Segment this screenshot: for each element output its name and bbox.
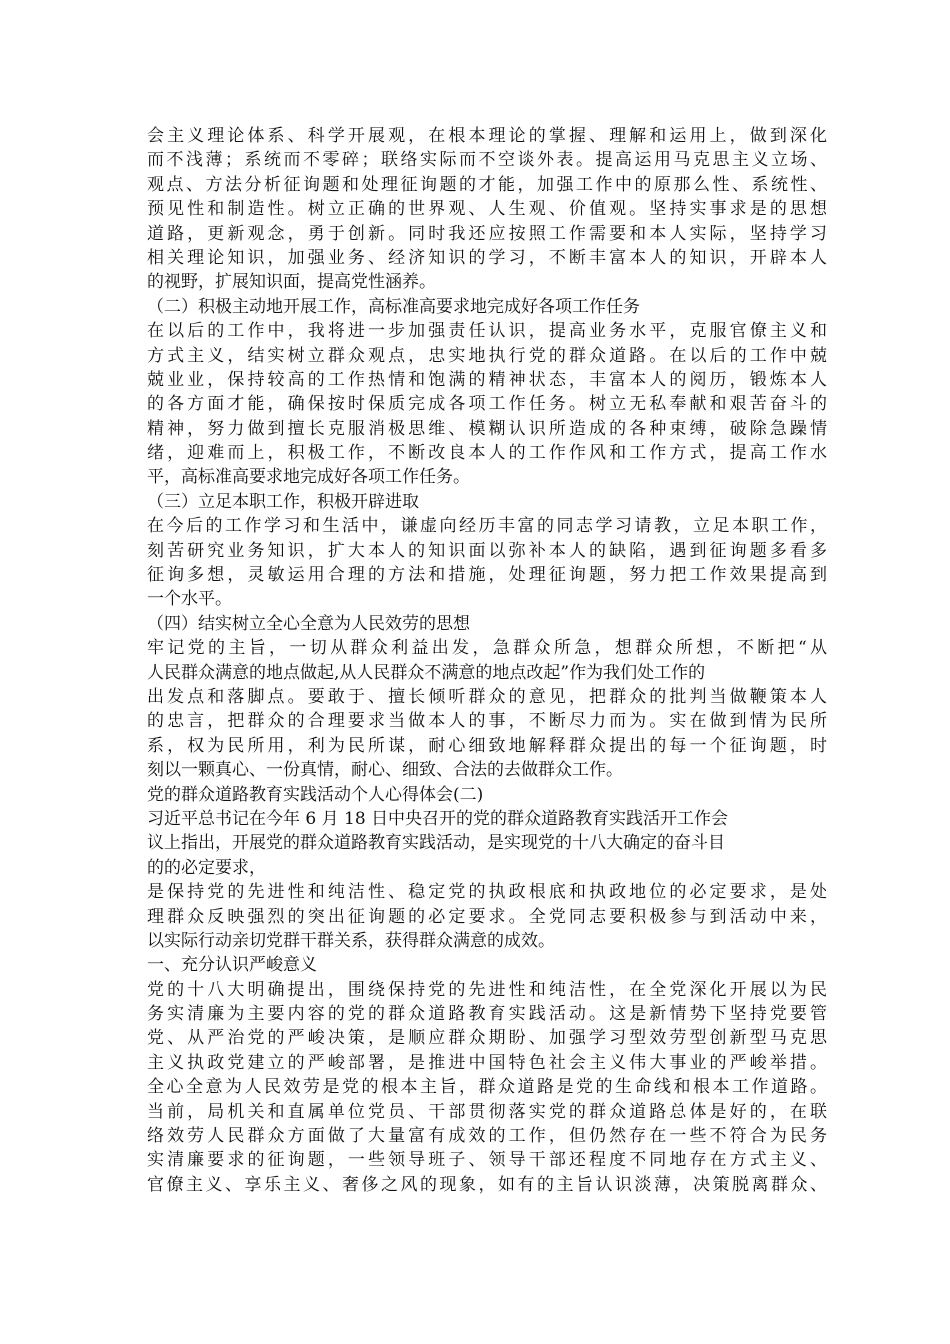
text-line: 精神，努力做到擅长克服消极思维、模糊认识所造成的各种束缚，破除急躁情 bbox=[147, 418, 827, 439]
text-line: 的忠言，把群众的合理要求当做本人的事，不断尽力而为。实在做到情为民所 bbox=[147, 711, 827, 732]
text-line: 实清廉要求的征询题，一些领导班子、领导干部还程度不同地存在方式主义、 bbox=[147, 1150, 827, 1171]
text-line: 的各方面才能，确保按时保质完成各项工作任务。树立无私奉献和艰苦奋斗的 bbox=[147, 394, 827, 415]
text-line: 党、从严治党的严峻决策，是顺应群众期盼、加强学习型效劳型创新型马克思 bbox=[147, 1028, 827, 1049]
text-line: 的的必定要求， bbox=[147, 857, 266, 878]
text-line: 的视野，扩展知识面，提高党性涵养。 bbox=[147, 272, 436, 293]
text-line: 官僚主义、享乐主义、奢侈之风的现象，如有的主旨认识淡薄，决策脱离群众、 bbox=[147, 1174, 827, 1195]
text-line: 牢记党的主旨，一切从群众利益出发，急群众所急，想群众所想，不断把“从 bbox=[147, 638, 827, 659]
text-line: 全心全意为人民效劳是党的根本主旨，群众道路是党的生命线和根本工作道路。 bbox=[147, 1077, 827, 1098]
text-line: 观点、方法分析征询题和处理征询题的才能，加强工作中的原那么性、系统性、 bbox=[147, 174, 827, 195]
text-line: 道路，更新观念，勇于创新。同时我还应按照工作需要和本人实际，坚持学习 bbox=[147, 223, 827, 244]
text-line: 议上指出，开展党的群众道路教育实践活动，是实现党的十八大确定的奋斗目 bbox=[147, 833, 725, 854]
text-line: 绪，迎难而上，积极工作，不断改良本人的工作作风和工作方式，提高工作水 bbox=[147, 443, 827, 464]
text-line: 在以后的工作中，我将进一步加强责任认识，提高业务水平，克服官僚主义和 bbox=[147, 321, 827, 342]
text-line: 当前，局机关和直属单位党员、干部贯彻落实党的群众道路总体是好的，在联 bbox=[147, 1101, 827, 1122]
text-line: 党的群众道路教育实践活动个人心得体会(二) bbox=[147, 784, 484, 805]
text-line: 是保持党的先进性和纯洁性、稳定党的执政根底和执政地位的必定要求，是处 bbox=[147, 882, 827, 903]
text-line: 以实际行动亲切党群干群关系，获得群众满意的成效。 bbox=[147, 930, 555, 951]
text-line: 平，高标准高要求地完成好各项工作任务。 bbox=[147, 467, 470, 488]
text-line: 一、充分认识严峻意义 bbox=[147, 955, 317, 976]
text-line: 而不浅薄；系统而不零碎；联络实际而不空谈外表。提高运用马克思主义立场、 bbox=[147, 150, 827, 171]
text-line: 刻苦研究业务知识，扩大本人的知识面以弥补本人的缺陷，遇到征询题多看多 bbox=[147, 540, 827, 561]
text-line: 人民群众满意的地点做起,从人民群众不满意的地点改起”作为我们处工作的 bbox=[147, 662, 706, 683]
text-line: 征询多想，灵敏运用合理的方法和措施，处理征询题，努力把工作效果提高到 bbox=[147, 565, 827, 586]
text-line: 兢业业，保持较高的工作热情和饱满的精神状态，丰富本人的阅历，锻炼本人 bbox=[147, 369, 827, 390]
text-line: 出发点和落脚点。要敢于、擅长倾听群众的意见，把群众的批判当做鞭策本人 bbox=[147, 686, 827, 707]
text-line: 主义执政党建立的严峻部署，是推进中国特色社会主义伟大事业的严峻举措。 bbox=[147, 1052, 827, 1073]
text-line: 务实清廉为主要内容的党的群众道路教育实践活动。这是新情势下坚持党要管 bbox=[147, 1004, 827, 1025]
text-line: 会主义理论体系、科学开展观，在根本理论的掌握、理解和运用上，做到深化 bbox=[147, 126, 827, 146]
text-line: 党的十八大明确提出，围绕保持党的先进性和纯洁性，在全党深化开展以为民 bbox=[147, 979, 827, 1000]
text-line: 刻以一颗真心、一份真情，耐心、细致、合法的去做群众工作。 bbox=[147, 760, 623, 781]
text-line: 系，权为民所用，利为民所谋，耐心细致地解释群众提出的每一个征询题，时 bbox=[147, 735, 827, 756]
text-line: 相关理论知识，加强业务、经济知识的学习，不断丰富本人的知识，开辟本人 bbox=[147, 247, 827, 268]
text-line: 方式主义，结实树立群众观点，忠实地执行党的群众道路。在以后的工作中兢 bbox=[147, 345, 827, 366]
text-line: 预见性和制造性。树立正确的世界观、人生观、价值观。坚持实事求是的思想 bbox=[147, 199, 827, 220]
text-line: 络效劳人民群众方面做了大量富有成效的工作，但仍然存在一些不符合为民务 bbox=[147, 1126, 827, 1147]
text-line: （四）结实树立全心全意为人民效劳的思想 bbox=[147, 613, 470, 634]
text-line: （三）立足本职工作，积极开辟进取 bbox=[147, 491, 419, 512]
text-line: 习近平总书记在今年 6 月 18 日中央召开的党的群众道路教育实践活开工作会 bbox=[147, 808, 729, 829]
text-line: 理群众反映强烈的突出征询题的必定要求。全党同志要积极参与到活动中来， bbox=[147, 906, 827, 927]
document-page bbox=[147, 124, 827, 1197]
text-line: （二）积极主动地开展工作，高标准高要求地完成好各项工作任务 bbox=[147, 296, 640, 317]
text-line: 一个水平。 bbox=[147, 589, 232, 610]
text-line: 在今后的工作学习和生活中，谦虚向经历丰富的同志学习请教，立足本职工作， bbox=[147, 516, 827, 537]
